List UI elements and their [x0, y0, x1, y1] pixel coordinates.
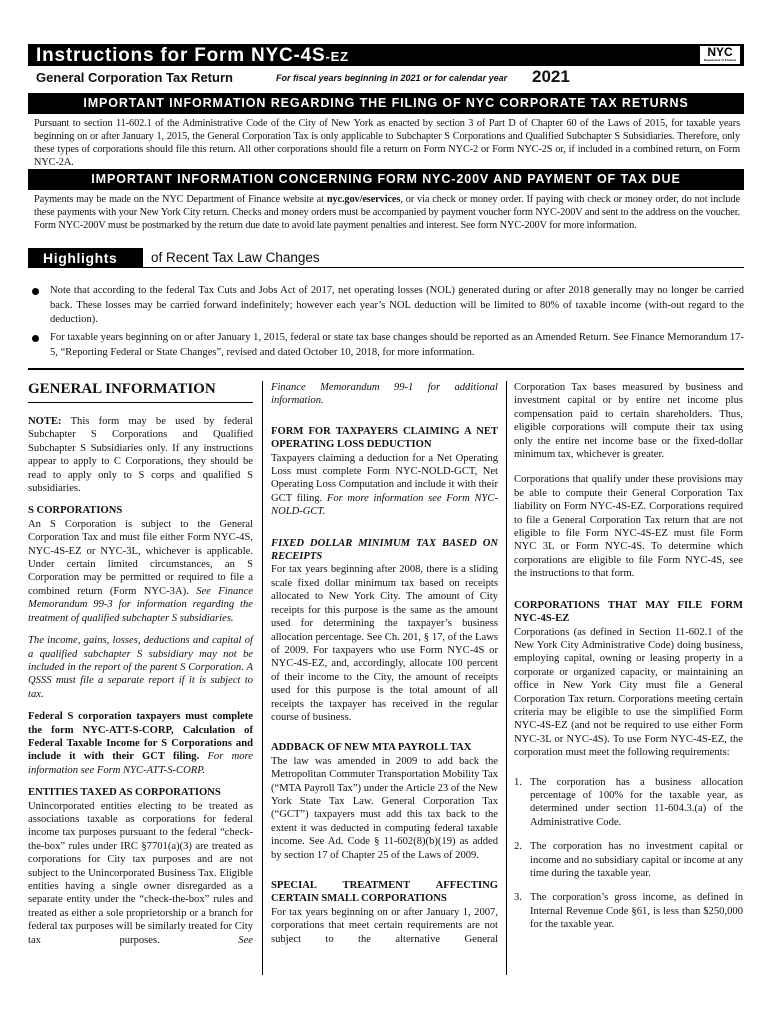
- entities-see: See: [238, 934, 253, 946]
- important-200v-heading: IMPORTANT INFORMATION CONCERNING FORM NYC-200V AND PAYMENT OF TAX DUE: [28, 169, 744, 190]
- form-title-bar: [28, 44, 744, 66]
- eservices-link[interactable]: nyc.gov/eservices: [326, 194, 401, 205]
- important-200v-text-before: Payments may be made on the NYC Department of Finance website at: [34, 194, 327, 205]
- nol-paragraph: [271, 452, 498, 519]
- highlights-subtitle: of Recent Tax Law Changes: [151, 250, 320, 265]
- highlight-item: [32, 331, 744, 360]
- important-200v-text-after: , or via check or money order. If paying with check or money order, do not include these payments with your New York City return. Checks and money orders must be accompanied by payment voucher form NYC-200V and sent to the address on the voucher. Form NYC-200V must be postmarked by the return due date to avoid late payment penalties and interest. See form NYC-200V for more information.: [34, 194, 740, 231]
- requirement-text: The corporation has no investment capital or income and no subsidiary capital or income at any time during the taxable year.: [530, 841, 743, 879]
- qsss-paragraph: The income, gains, losses, deductions and capital of a qualified subchapter S subsidiary may not be included in the report of the parent S Corporation. A QSSS must file a separate report if it is subject to tax.: [28, 635, 253, 700]
- requirement-text: The corporation’s gross income, as defined in Internal Revenue Code §61, is less than $250,000 for the taxable year.: [530, 892, 743, 931]
- corporation-tax-bases-text: Corporation Tax bases measured by business and investment capital or by entire net income plus compensation paid to certain shareholders. Thus, eligible corporations will compute their tax using only the entire net income base or the fixed-dollar minimum tax, whichever is greater.: [514, 382, 743, 461]
- form-subtitle-row: [36, 69, 736, 87]
- important-200v-text: [34, 193, 740, 232]
- column-divider: [262, 381, 263, 975]
- column-divider: [506, 381, 507, 975]
- s-corporations-text: [28, 518, 253, 625]
- fixed-dollar-text: For tax years beginning after 2008, there is a sliding scale fixed dollar minimum tax based on receipts allocated to New York City. The amount of City receipts for this purpose is the same as the amount used for determining the taxpayer’s business allocation percentage. See Ch. 201, § 17, of the Laws of 2009. For taxpayers who use Form NYC-4S or NYC-4S-EZ, and, accordingly, allocate 100 percent of their income to the City, the amount of receipts used for this purpose is the total amount of all receipts the taxpayer has received in the regular course of business.: [271, 564, 498, 723]
- column-2: [271, 381, 498, 946]
- finance-memo-continuation: Finance Memorandum 99-1 for additional information.: [271, 382, 498, 407]
- entities-text: Unincorporated entities electing to be treated as associations taxable as corporations for federal income tax purposes pursuant to the federal “check-the-box” rules under IRC §7701(a)(3) are treated as corporations for City tax purposes and are not subject to the Unincorporated Business Tax. Eligible entities having a single owner disregarded as a separate entity under the “check-the-box” rules and treated as either a sole proprietorship or a branch for federal tax purposes will be similarly treated for City tax purposes.: [28, 800, 253, 946]
- important-filing-heading: IMPORTANT INFORMATION REGARDING THE FILING OF NYC CORPORATE TAX RETURNS: [28, 93, 744, 114]
- nyc-logo: [700, 46, 740, 64]
- may-file-heading: CORPORATIONS THAT MAY FILE FORM NYC-4S-EZ: [514, 599, 743, 625]
- mta-text: The law was amended in 2009 to add back the Metropolitan Commuter Transportation Mobility Tax (“MTA Payroll Tax”) under the Article 23 of the New York State Tax Law. General Corporation Tax (“GCT”) taxpayers must add this tax back to the extent it was deducted in computing federal taxable income. See Ad. Code § 11-602(8)(b)(19) as added by section 17 of Chapter 25 of the Laws of 2009.: [271, 755, 498, 861]
- highlight-item-text: For taxable years beginning on or after January 1, 2015, federal or state tax base changes should be reported as an Amended Return. See Finance Memorandum 17-5, “Reporting Federal or State Changes”, revised and dated October 10, 2018, for more information.: [50, 332, 744, 358]
- bullet-icon: [32, 288, 39, 295]
- fixed-dollar-heading: FIXED DOLLAR MINIMUM TAX BASED ON RECEIPTS: [271, 537, 498, 563]
- s-corp-text: An S Corporation is subject to the General Corporation Tax and must file either Form NYC-4S, NYC-4S-EZ or NYC-3L, whichever is applicable. Under certain limited circumstances, an S Corporation may be permitted or required to file a combined return (Form NYC-3A).: [28, 518, 253, 597]
- fiscal-year-note: For fiscal years beginning in 2021 or for calendar year: [276, 73, 508, 83]
- requirement-text: The corporation has a business allocation percentage of 100% for the taxable year, as determined under section 11-604.3.(a) of the Administrative Code.: [530, 776, 743, 828]
- form-title-main: Instructions for Form NYC-4S: [36, 45, 326, 66]
- requirement-number: 3.: [514, 892, 522, 904]
- s-corp-italic: See Finance Memorandum 99-3 for information regarding the treatment of qualified subchapter S subsidiaries.: [28, 585, 253, 624]
- nol-text: Taxpayers claiming a deduction for a Net Operating Loss must complete Form NYC-NOLD-GCT, Net Operating Loss Computation and include it with their GCT filing.: [271, 452, 498, 504]
- nol-heading: FORM FOR TAXPAYERS CLAIMING A NET OPERATING LOSS DEDUCTION: [271, 425, 498, 451]
- requirement-number: 2.: [514, 841, 522, 853]
- qualify-provisions-text: Corporations that qualify under these provisions may be able to compute their General Corporation Tax liability on Form NYC-4S-EZ. Corporations required to file a General Corporation Tax return that are not eligible to file Form NYC-4S-EZ must file Form NYC 3L or Form NYC-4S. To determine which corporations are eligible to file Form NYC-4S, see the instructions to that form.: [514, 474, 743, 580]
- form-title-suffix: -EZ: [325, 49, 349, 64]
- note-label: NOTE:: [28, 416, 62, 427]
- column-3: [514, 381, 743, 943]
- requirement-item: [514, 776, 743, 830]
- entities-heading: ENTITIES TAXED AS CORPORATIONS: [28, 787, 221, 799]
- nyc-logo-text: NYC: [707, 45, 733, 59]
- note-paragraph: [28, 415, 253, 495]
- highlight-item-text: Note that according to the federal Tax Cuts and Jobs Act of 2017, net operating losses (NOL) generated during or after 2018 generally may no longer be carried back. These losses may be carried forward indefinitely; however each year’s NOL deduction will be limited to 80% of taxable income (with-out regard to the deduction).: [50, 285, 744, 325]
- small-corporations-heading: SPECIAL TREATMENT AFFECTING CERTAIN SMALL CORPORATIONS: [271, 880, 498, 905]
- tax-year: 2021: [532, 67, 570, 86]
- s-corporations-heading: S CORPORATIONS: [28, 505, 123, 517]
- nyc-logo-subtext: Department of Finance: [703, 58, 737, 62]
- section-divider: [28, 368, 744, 370]
- small-corporations-text: For tax years beginning on or after January 1, 2007, corporations that meet certain requirements are not subject to the alternative General: [271, 906, 498, 945]
- requirement-item: [514, 891, 743, 931]
- highlights-rule: [143, 267, 744, 269]
- highlight-item: [32, 284, 744, 328]
- highlights-header: [28, 248, 744, 268]
- column-1: [28, 381, 253, 947]
- requirement-item: [514, 840, 743, 880]
- bullet-icon: [32, 335, 39, 342]
- form-title: [36, 45, 349, 67]
- may-file-text: Corporations (as defined in Section 11-602.1 of the New York City Administrative Code) doing business, employing capital, owning or leasing property in a corporate or organized capacity, or maintaining an office in New York City must file a General Corporation Tax return. Corporations meeting certain criteria may be eligible to use the simplified Form NYC-4S-EZ (and not be required to use either Form NYC-3L or NYC-4S). To use Form NYC-4S-EZ, the corporation must meet the following requirements:: [514, 626, 743, 759]
- note-text: This form may be used by federal Subchapter S Corporations and Qualified Subchapter S Subsidiaries only. If any instructions appear to apply to C Corporations, they should be read to apply only to S corps and qualified S subsidiaries.: [28, 416, 253, 495]
- att-s-corp-bold: Federal S corporation taxpayers must complete the form NYC-ATT-S-CORP, Calculation of Federal Taxable Income for S Corporations and include it with their GCT filing.: [28, 711, 253, 763]
- requirement-number: 1.: [514, 776, 522, 788]
- mta-heading: ADDBACK OF NEW MTA PAYROLL TAX: [271, 742, 472, 754]
- important-filing-text: Pursuant to section 11-602.1 of the Administrative Code of the City of New York as enacted by section 3 of Part D of Chapter 60 of the Laws of 2015, for taxable years beginning on or after January 1, 2015, the General Corporation Tax is only applicable to Subchapter S Corporations and Qualified Subchapter S Subsidiaries. Therefore, only these types of corporations should file this return. All other corporations should file a return on Form NYC-2 or Form NYC-2S or, if included in a combined return, on Form NYC-2A.: [34, 118, 740, 168]
- form-subtitle: General Corporation Tax Return: [36, 70, 233, 85]
- att-s-corp-paragraph: [28, 710, 253, 777]
- nol-italic: For more information see Form NYC-NOLD-GCT.: [271, 492, 499, 518]
- entities-paragraph: [28, 800, 253, 947]
- att-s-corp-italic: For more information see Form NYC-ATT-S-CORP.: [28, 751, 253, 776]
- requirements-list: [514, 776, 743, 932]
- general-information-heading: GENERAL INFORMATION: [28, 381, 253, 403]
- highlights-label: Highlights: [28, 248, 143, 268]
